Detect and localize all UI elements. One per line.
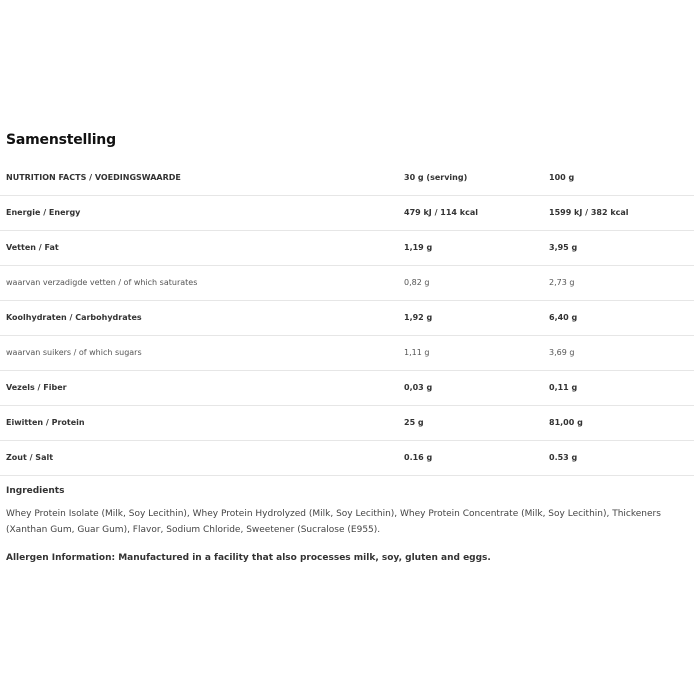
- row-label: waarvan suikers / of which sugars: [6, 348, 142, 357]
- row-label: Energie / Energy: [6, 208, 81, 217]
- row-label: Vezels / Fiber: [6, 383, 67, 392]
- row-per-100: 81,00 g: [549, 418, 583, 427]
- row-label: Koolhydraten / Carbohydrates: [6, 313, 142, 322]
- row-per-100: 2,73 g: [549, 278, 575, 287]
- row-per-serving: 0.16 g: [404, 453, 433, 462]
- row-per-100: 0,11 g: [549, 383, 578, 392]
- row-label: Vetten / Fat: [6, 243, 59, 252]
- row-per-serving: 0,03 g: [404, 383, 433, 392]
- table-row: [0, 301, 694, 336]
- row-label: waarvan verzadigde vetten / of which saturates: [6, 278, 198, 287]
- row-per-serving: 1,11 g: [404, 348, 430, 357]
- header-per-serving: 30 g (serving): [404, 173, 468, 182]
- row-per-serving: 1,92 g: [404, 313, 433, 322]
- row-per-serving: 25 g: [404, 418, 424, 427]
- row-per-100: 6,40 g: [549, 313, 578, 322]
- table-row: [0, 336, 694, 371]
- row-label: Zout / Salt: [6, 453, 54, 462]
- ingredients-text: Whey Protein Isolate (Milk, Soy Lecithin), Whey Protein Hydrolyzed (Milk, Soy Lecithin), Whey Protein Concentrate (Milk, Soy Lecithin), Thickeners (Xanthan Gum, Guar Gum), Flavor, Sodium Chloride, Sweetener (Sucralose (E955).: [6, 509, 661, 535]
- table-row: [0, 406, 694, 441]
- table-row: [0, 231, 694, 266]
- row-per-serving: 0,82 g: [404, 278, 430, 287]
- allergen-info: Allergen Information: Manufactured in a facility that also processes milk, soy, gluten and eggs.: [6, 553, 491, 563]
- row-label: Eiwitten / Protein: [6, 418, 85, 427]
- table-row: [0, 441, 694, 476]
- row-per-100: 0.53 g: [549, 453, 578, 462]
- row-per-100: 3,69 g: [549, 348, 575, 357]
- row-per-100: 1599 kJ / 382 kcal: [549, 208, 629, 217]
- table-row: [0, 266, 694, 301]
- header-label: NUTRITION FACTS / VOEDINGSWAARDE: [6, 173, 181, 182]
- row-per-serving: 1,19 g: [404, 243, 433, 252]
- nutrition-table: [0, 161, 694, 476]
- row-per-100: 3,95 g: [549, 243, 578, 252]
- row-per-serving: 479 kJ / 114 kcal: [404, 208, 478, 217]
- table-row: [0, 371, 694, 406]
- table-row: [0, 196, 694, 231]
- ingredients-heading: Ingredients: [6, 486, 65, 496]
- table-header-row: [0, 161, 694, 196]
- header-per-100: 100 g: [549, 173, 575, 182]
- section-title: Samenstelling: [6, 132, 116, 148]
